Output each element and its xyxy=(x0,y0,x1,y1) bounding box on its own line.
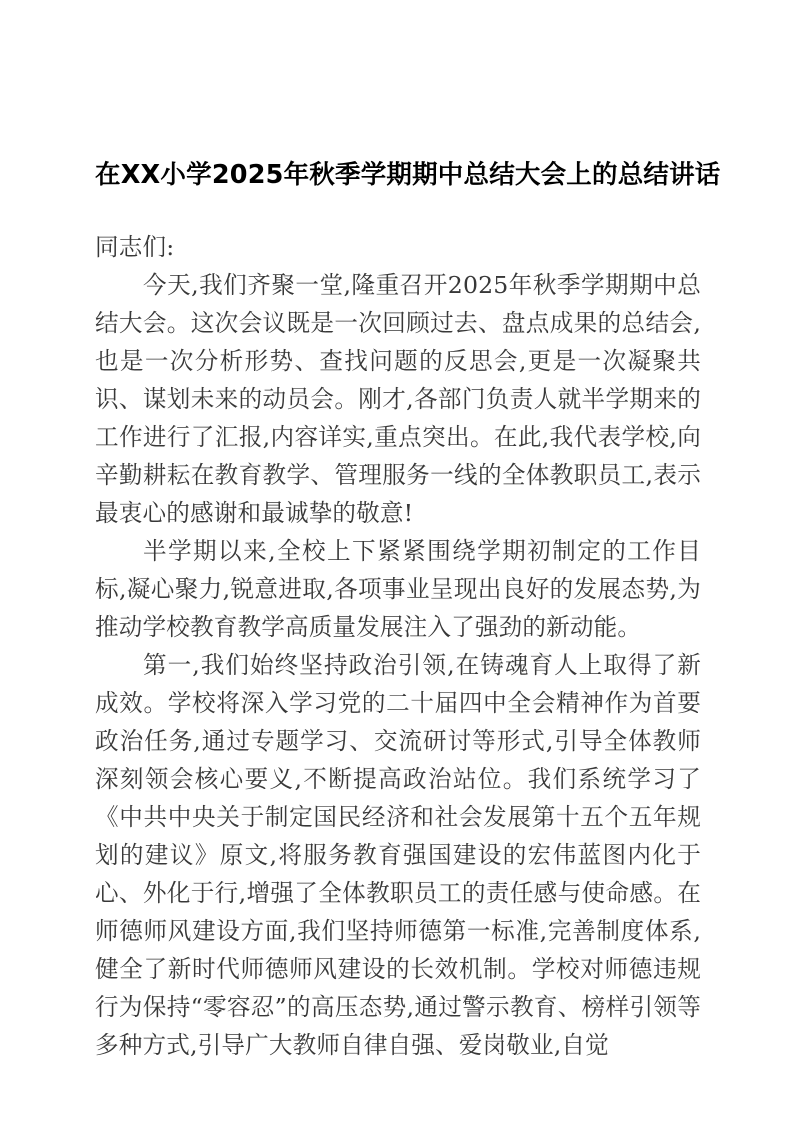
paragraph-1: 今天,我们齐聚一堂,隆重召开2025年秋季学期期中总结大会。这次会议既是一次回顾过去、盘点成果的总结会,也是一次分析形势、查找问题的反思会,更是一次凝聚共识、谋划未来的动员会。刚才,各部门负责人就半学期来的工作进行了汇报,内容详实,重点突出。在此,我代表学校,向辛勤耕耘在教育教学、管理服务一线的全体教职员工,表示最衷心的感谢和最诚挚的敬意! xyxy=(95,271,701,527)
paragraph-3: 第一,我们始终坚持政治引领,在铸魂育人上取得了新成效。学校将深入学习党的二十届四中全会精神作为首要政治任务,通过专题学习、交流研讨等形式,引导全体教师深刻领会核心要义,不断提高政治站位。我们系统学习了《中共中央关于制定国民经济和社会发展第十五个五年规划的建议》原文,将服务教育强国建设的宏伟蓝图内化于心、外化于行,增强了全体教职员工的责任感与使命感。在师德师风建设方面,我们坚持师德第一标准,完善制度体系,健全了新时代师德师风建设的长效机制。学校对师德违规行为保持“零容忍”的高压态势,通过警示教育、榜样引领等多种方式,引导广大教师自律自强、爱岗敬业,自觉 xyxy=(95,651,701,1059)
salutation-line: 同志们: xyxy=(95,233,175,261)
page-title: 在XX小学2025年秋季学期期中总结大会上的总结讲话 xyxy=(95,160,721,190)
paragraph-2: 半学期以来,全校上下紧紧围绕学期初制定的工作目标,凝心聚力,锐意进取,各项事业呈现出良好的发展态势,为推动学校教育教学高质量发展注入了强劲的新动能。 xyxy=(95,537,701,641)
document-body xyxy=(95,228,701,1064)
